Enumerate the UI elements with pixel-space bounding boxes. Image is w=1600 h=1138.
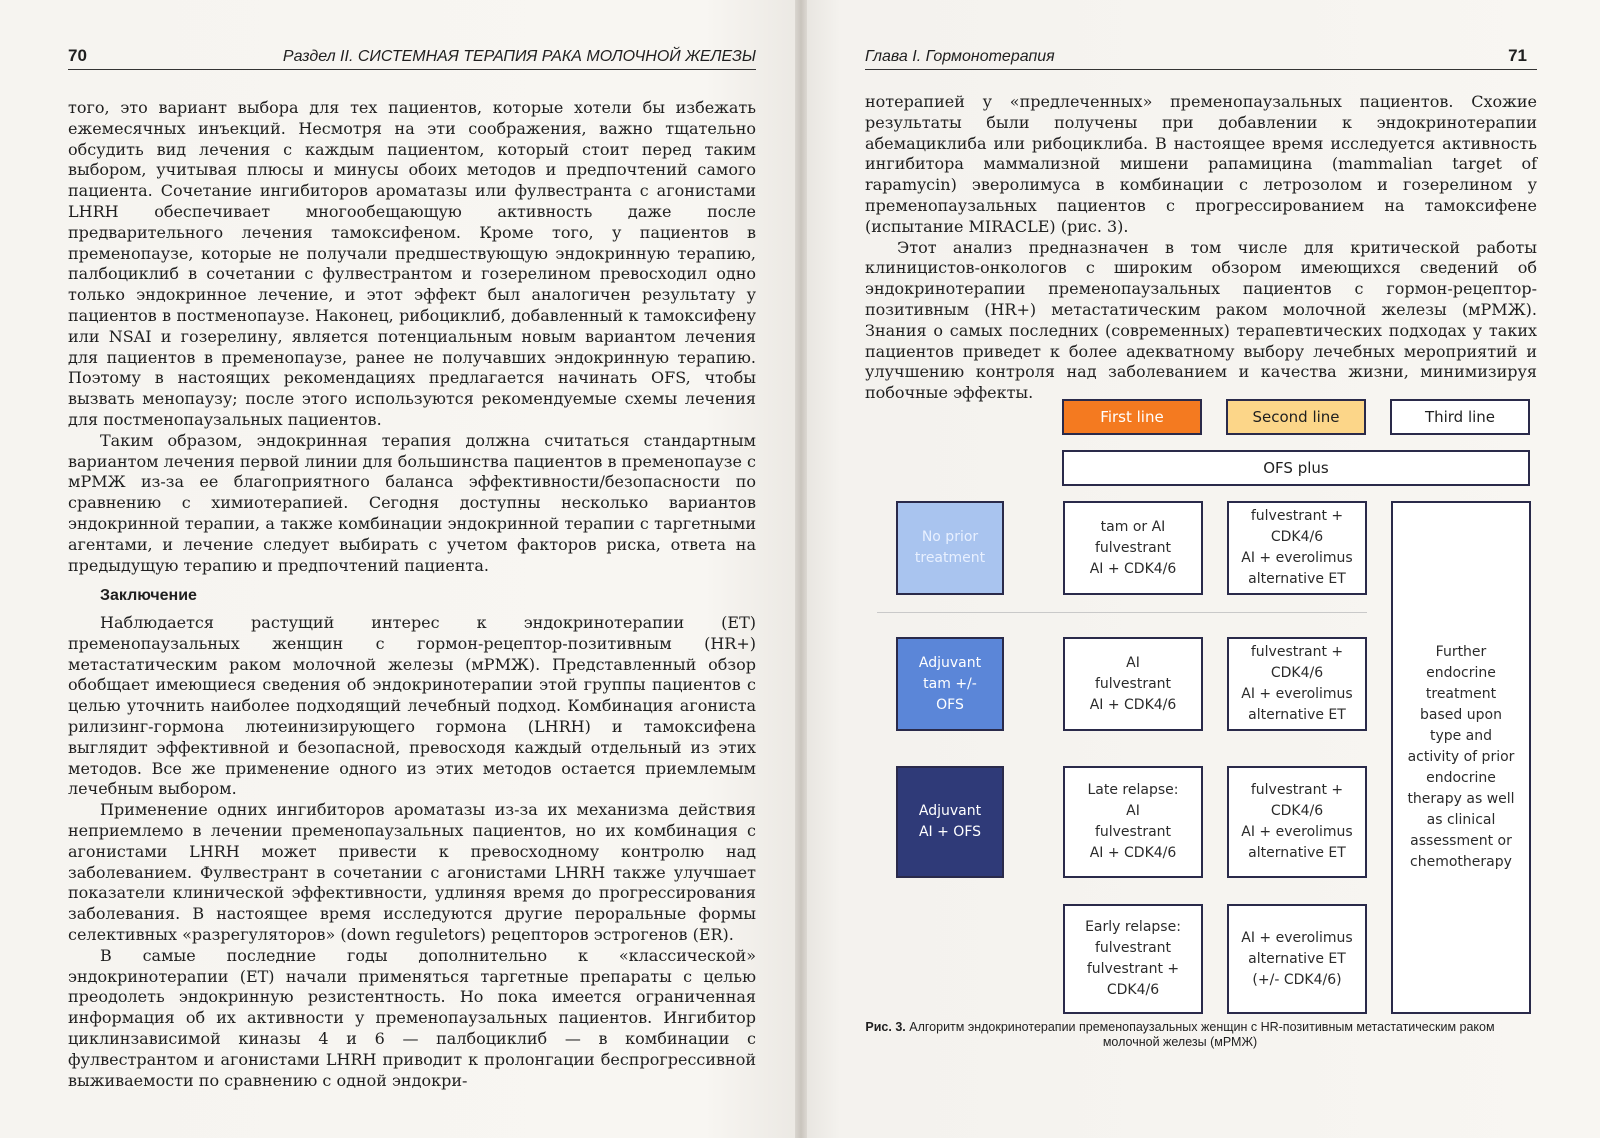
row-label-no-prior-treatment: No prior treatment	[896, 501, 1004, 595]
col-header-second-line: Second line	[1226, 399, 1366, 435]
cell-row4-second-line: AI + everolimus alternative ET (+/- CDK4/6)	[1227, 904, 1367, 1014]
paragraph: Таким образом, эндокринная терапия должна считаться стандартным вариантом лечения первой линии для большинства пациентов в пременопаузе с мРМЖ из-за ее благоприятного баланса эффективности/безопасности по сравнению с химиотерапией. Сегодня доступны несколько вариантов эндокринной терапии, а также комбинации эндокринной терапии с таргетными агентами, и лечение следует выбирать с учетом факторов риска, ответа на предыдущую терапию и предпочтений пациента.	[68, 430, 756, 575]
running-head: Раздел II. СИСТЕМНАЯ ТЕРАПИЯ РАКА МОЛОЧНОЙ ЖЕЛЕЗЫ	[282, 48, 756, 65]
paragraph: того, это вариант выбора для тех пациентов, которые хотели бы избежать ежемесячных инъекций. Несмотря на эти соображения, важно тщательно обсудить вид лечения с каждым пациентом, который стоит перед таким выбором, учитывая плюсы и минусы обоих методов и предпочтений самого пациента. Сочетание ингибиторов ароматазы или фулвестранта с агонистами LHRH обеспечивает многообещающую активность даже после предварительного лечения тамоксифеном. Кроме того, у пациентов в пременопаузе, которые не получали предшествующую эндокринную терапию, палбоциклиб в сочетании с фулвестрантом и гозерелином превосходил одно только эндокринное лечение, и этот эффект был аналогичен результату у пациентов в постменопаузе. Наконец, рибоциклиб, добавленный к тамоксифену или NSAI и гозерелину, является потенциальным новым вариантом лечения для пациентов в пременопаузе, ранее не получавших эндокринную терапию. Поэтому в настоящих рекомендациях предлагается начинать OFS, чтобы вызвать менопаузу; после этого используются рекомендуемые схемы лечения для постменопаузальных пациентов.	[68, 98, 756, 429]
body-text-bottom	[68, 613, 756, 1091]
page-number: 71	[1508, 46, 1527, 65]
cell-row4-first-line: Early relapse: fulvestrant fulvestrant + CDK4/6	[1063, 904, 1203, 1014]
figure-caption	[860, 1020, 1500, 1050]
col-header-first-line: First line	[1062, 399, 1202, 435]
paragraph: нотерапией у «предлеченных» пременопаузальных пациентов. Схожие результаты были получены при добавлении к эндокринотерапии абемациклиба или рибоциклиба. В настоящее время исследуется активность ингибитора маммализной мишени рапамицина (mammalian target of rapamycin) эверолимуса в комбинации с летрозолом и гозерелином у пременопаузальных пациентов с прогрессированием на тамоксифене (испытание MIRACLE) (рис. 3).	[865, 92, 1537, 236]
ofs-plus-bar: OFS plus	[1062, 450, 1530, 486]
cell-row1-first-line: tam or AI fulvestrant AI + CDK4/6	[1063, 501, 1203, 595]
body-text	[865, 92, 1537, 404]
cell-row3-second-line: fulvestrant + CDK4/6 AI + everolimus alternative ET	[1227, 766, 1367, 878]
paragraph: Наблюдается растущий интерес к эндокринотерапии (ET) пременопаузальных женщин с гормон-рецептор-позитивным (HR+) метастатическим раком молочной железы (мРМЖ). Представленный обзор обобщает имеющиеся сведения об эндокринотерапии этой группы пациентов с целью уточнить наиболее подходящий лечебный подход. Комбинация агониста рилизинг-гормона лютеинизирующего гормона (LHRH) и тамоксифена выглядит эффективной и безопасной, превосходя каждый отдельный из этих методов. Все же применение одного из этих методов остается приемлемым лечебным выбором.	[68, 613, 756, 799]
page-number: 70	[68, 46, 87, 65]
third-line-column: Further endocrine treatment based upon type and activity of prior endocrine therapy as well as clinical assessment or chemotherapy	[1391, 501, 1531, 1014]
row-separator	[877, 612, 1367, 613]
cell-row1-second-line: fulvestrant + CDK4/6 AI + everolimus alternative ET	[1227, 501, 1367, 595]
running-head: Глава I. Гормонотерапия	[865, 48, 1055, 65]
section-title: Заключение	[100, 587, 197, 604]
cell-row3-first-line: Late relapse: AI fulvestrant AI + CDK4/6	[1063, 766, 1203, 878]
paragraph: В самые последние годы дополнительно к «классической» эндокринотерапии (ET) начали применяться таргетные препараты с целью преодолеть эндокринную резистентность. Но пока имеется ограниченная информация об их активности у пременопаузальных пациентов. Ингибитор циклинзависимой киназы 4 и 6 — палбоциклиб — в комбинации с фулвестрантом и агонистами LHRH приводит к пролонгации беспрогрессивной выживаемости по сравнению с одной эндокри-	[68, 945, 756, 1090]
paragraph: Этот анализ предназначен в том числе для критической работы клиницистов-онкологов с широким обзором имеющихся сведений об эндокринотерапии пременопаузальных пациентов с гормон-рецептор-позитивным (HR+) метастатическим раком молочной железы (мРМЖ). Знания о самых последних (современных) терапевтических подходах у таких пациентов приведет к более адекватному выбору лечебных мероприятий и улучшению контроля над заболеванием и качества жизни, минимизируя побочные эффекты.	[865, 237, 1537, 403]
caption-text: Алгоритм эндокринотерапии пременопаузальных женщин с HR-позитивным метастатическим раком молочной железы (мРМЖ)	[909, 1020, 1495, 1049]
paragraph: Применение одних ингибиторов ароматазы из-за их механизма действия неприемлемо в лечении пременопаузальных пациентов, но их комбинация с агонистами LHRH может привести к превосходному контролю над заболеванием. Фулвестрант в сочетании с агонистами LHRH также улучшает показатели клинической эффективности, удлиняя время до прогрессирования заболевания. В настоящее время исследуются другие пероральные формы селективных «разрегуляторов» (down reguletors) рецепторов эстрогенов (ER).	[68, 800, 756, 944]
row-label-adjuvant-tam-ofs: Adjuvant tam +/- OFS	[896, 637, 1004, 731]
body-text-top	[68, 98, 756, 576]
cell-row2-second-line: fulvestrant + CDK4/6 AI + everolimus alternative ET	[1227, 637, 1367, 731]
cell-row2-first-line: AI fulvestrant AI + CDK4/6	[1063, 637, 1203, 731]
left-page-header	[68, 44, 756, 70]
book-gutter	[795, 0, 807, 1138]
right-page-header	[865, 44, 1537, 70]
caption-label: Рис. 3.	[865, 1020, 906, 1034]
row-label-adjuvant-ai-ofs: Adjuvant AI + OFS	[896, 766, 1004, 878]
col-header-third-line: Third line	[1390, 399, 1530, 435]
